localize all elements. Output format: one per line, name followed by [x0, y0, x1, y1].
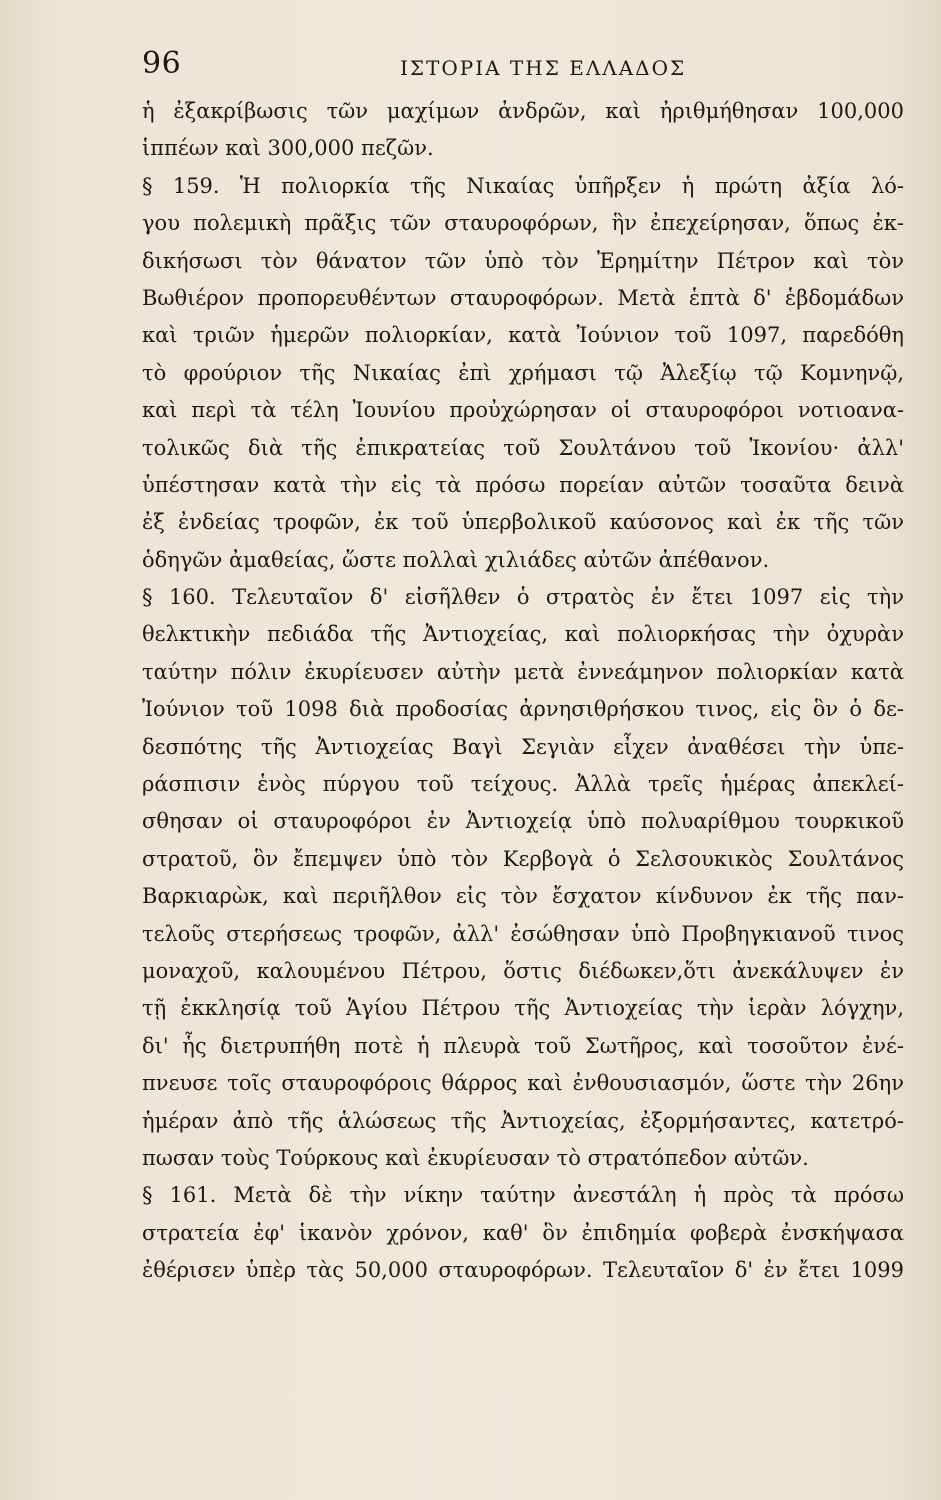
text-line: τῇ ἐκκλησίᾳ τοῦ Ἁγίου Πέτρου τῆς Ἀντιοχείας τὴν ἱερὰν λόγχην,: [142, 996, 904, 1021]
text-line: καὶ τριῶν ἡμερῶν πολιορκίαν, κατὰ Ἰούνιον τοῦ 1097, παρεδόθη: [142, 323, 904, 348]
page-number: 96: [142, 46, 182, 81]
body-text: [142, 93, 904, 1290]
text-line: ὑπέστησαν κατὰ τὴν εἰς τὰ πρόσω πορείαν αὐτῶν τοσαῦτα δεινὰ: [142, 472, 904, 497]
text-line: ἡμέραν ἀπὸ τῆς ἁλώσεως τῆς Ἀντιοχείας, ἐξορμήσαντες, κατετρό-: [142, 1108, 904, 1133]
text-line: § 161. Μετὰ δὲ τὴν νίκην ταύτην ἀνεστάλη ἡ πρὸς τὰ πρόσω: [142, 1183, 904, 1208]
page-header: [142, 46, 902, 82]
text-line: Βαρκιαρὼκ, καὶ περιῆλθον εἰς τὸν ἔσχατον κίνδυνον ἐκ τῆς παν-: [142, 884, 904, 909]
text-line: στρατοῦ, ὃν ἔπεμψεν ὑπὸ τὸν Κερβογὰ ὁ Σελσουκικὸς Σουλτάνος: [142, 846, 904, 871]
text-line: σθησαν οἱ σταυροφόροι ἐν Ἀντιοχείᾳ ὑπὸ πολυαρίθμου τουρκικοῦ: [142, 809, 904, 834]
text-line: μοναχοῦ, καλουμένου Πέτρου, ὅστις διέδωκεν,ὅτι ἀνεκάλυψεν ἐν: [142, 958, 904, 983]
text-line: § 160. Τελευταῖον δ' εἰσῆλθεν ὁ στρατὸς ἐν ἔτει 1097 εἰς τὴν: [142, 585, 904, 610]
text-line: Ἰούνιον τοῦ 1098 διὰ προδοσίας ἀρνησιθρήσκου τινος, εἰς ὃν ὁ δε-: [142, 697, 904, 722]
text-line: ἐθέρισεν ὑπὲρ τὰς 50,000 σταυροφόρων. Τελευταῖον δ' ἐν ἔτει 1099: [142, 1258, 904, 1283]
text-line: πωσαν τοὺς Τούρκους καὶ ἐκυρίευσαν τὸ στρατόπεδον αὐτῶν.: [142, 1145, 809, 1170]
text-line: γου πολεμικὴ πρᾶξις τῶν σταυροφόρων, ἣν ἐπεχείρησαν, ὅπως ἐκ-: [142, 211, 904, 236]
text-line: τὸ φρούριον τῆς Νικαίας ἐπὶ χρήμασι τῷ Ἀλεξίῳ τῷ Κομνηνῷ,: [142, 360, 904, 385]
text-line: δικήσωσι τὸν θάνατον τῶν ὑπὸ τὸν Ἐρημίτην Πέτρον καὶ τὸν: [142, 248, 904, 273]
text-line: θελκτικὴν πεδιάδα τῆς Ἀντιοχείας, καὶ πολιορκήσας τὴν ὀχυρὰν: [142, 622, 904, 647]
text-line: ταύτην πόλιν ἐκυρίευσεν αὐτὴν μετὰ ἐννεάμηνον πολιορκίαν κατὰ: [142, 659, 904, 684]
text-line: δι' ἧς διετρυπήθη ποτὲ ἡ πλευρὰ τοῦ Σωτῆρος, καὶ τοσοῦτον ἐνέ-: [142, 1033, 904, 1058]
text-line: Βωθιέρον προπορευθέντων σταυροφόρων. Μετὰ ἑπτὰ δ' ἑβδομάδων: [142, 285, 904, 310]
text-line: καὶ περὶ τὰ τέλη Ἰουνίου προὐχώρησαν οἱ σταυροφόροι νοτιοανα-: [142, 398, 904, 423]
text-line: ράσπισιν ἑνὸς πύργου τοῦ τείχους. Ἀλλὰ τρεῖς ἡμέρας ἀπεκλεί-: [142, 772, 904, 797]
text-line: τολικῶς διὰ τῆς ἐπικρατείας τοῦ Σουλτάνου τοῦ Ἰκονίου· ἀλλ': [142, 435, 904, 460]
text-line: ἱππέων καὶ 300,000 πεζῶν.: [142, 136, 434, 161]
text-line: τελοῦς στερήσεως τροφῶν, ἀλλ' ἐσώθησαν ὑπὸ Προβηγκιανοῦ τινος: [142, 921, 904, 946]
text-line: ὁδηγῶν ἀμαθείας, ὥστε πολλαὶ χιλιάδες αὐτῶν ἀπέθανον.: [142, 547, 770, 572]
text-line: δεσπότης τῆς Ἀντιοχείας Βαγὶ Σεγιὰν εἶχεν ἀναθέσει τὴν ὑπε-: [142, 734, 904, 759]
text-line: στρατεία ἐφ' ἱκανὸν χρόνον, καθ' ὃν ἐπιδημία φοβερὰ ἐνσκήψασα: [142, 1220, 904, 1245]
text-line: ἡ ἐξακρίβωσις τῶν μαχίμων ἀνδρῶν, καὶ ἠριθμήθησαν 100,000: [142, 99, 904, 123]
text-line: πνευσε τοῖς σταυροφόροις θάρρος καὶ ἐνθουσιασμόν, ὥστε τὴν 26ην: [142, 1071, 904, 1096]
running-title: ΙΣΤΟΡΙΑ ΤΗΣ ΕΛΛΑΔΟΣ: [400, 56, 687, 80]
text-line: ἐξ ἐνδείας τροφῶν, ἐκ τοῦ ὑπερβολικοῦ καύσονος καὶ ἐκ τῆς τῶν: [142, 510, 904, 535]
text-line: § 159. Ἡ πολιορκία τῆς Νικαίας ὑπῆρξεν ἡ πρώτη ἀξία λό-: [142, 173, 904, 198]
